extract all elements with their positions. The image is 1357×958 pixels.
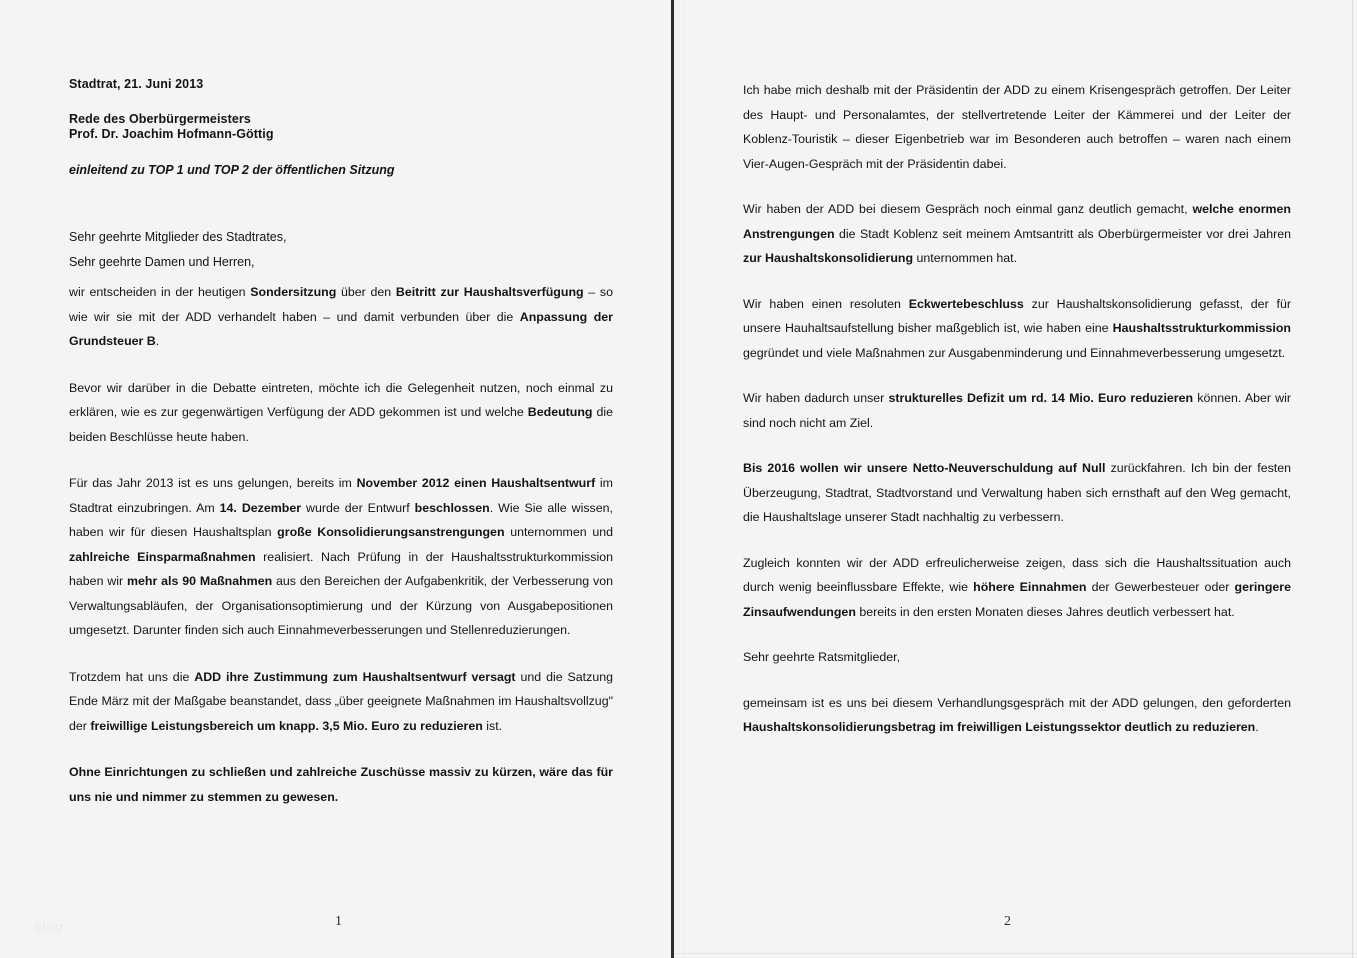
text-run: Für das Jahr 2013 ist es uns gelungen, bereits im (69, 476, 357, 490)
paragraph-revenue-effects (743, 551, 1291, 625)
header-subject-line: einleitend zu TOP 1 und TOP 2 der öffentlichen Sitzung (69, 162, 395, 177)
page-inner-edge (684, 0, 685, 958)
text-run-bold: strukturelles Defizit um rd. 14 Mio. Euro reduzieren (888, 391, 1194, 405)
text-run: gemeinsam ist es uns bei diesem Verhandlungsgespräch mit der ADD gelungen, den geforderten (743, 695, 1291, 710)
header-title-line-2: Prof. Dr. Joachim Hofmann-Göttig (69, 127, 274, 141)
text-run: zurückfahren. Ich bin der festen Überzeugung, Stadtrat, Stadtvorstand und Verwaltung haben sich ernsthaft auf den Weg gemacht, die Haushaltslage unserer Stadt nachhaltig zu verbessern. (743, 461, 1292, 524)
header-title-line-1: Rede des Oberbürgermeisters (69, 111, 251, 126)
paragraph-before-debate (69, 376, 613, 450)
text-run: Wir haben dadurch unser (743, 391, 889, 405)
paragraph-net-new-debt (743, 456, 1291, 530)
text-run: der Gewerbesteuer oder (1086, 580, 1235, 594)
text-run: . (155, 334, 160, 348)
text-run: wurde der Entwurf (301, 500, 415, 515)
salutation-block (69, 231, 613, 268)
text-run-bold: Anpassung der Grundsteuer B (69, 309, 613, 348)
paragraph-efforts-shown (743, 197, 1291, 271)
salutation-line-2: Sehr geehrte Damen und Herren, (69, 254, 255, 269)
text-run-bold: beschlossen (414, 500, 490, 515)
text-run: – so wie wir sie mit der ADD verhandelt haben – und damit verbunden über die (69, 285, 613, 324)
paragraph-closures-warning (69, 760, 613, 809)
paragraph-salutation-council: Sehr geehrte Ratsmitglieder, (743, 650, 901, 664)
text-run: unternommen und (504, 525, 613, 539)
text-run: . (1255, 720, 1259, 734)
page-2 (674, 0, 1357, 958)
text-run: Trotzdem hat uns die (69, 669, 195, 684)
text-run-bold: Bis 2016 wollen wir unsere Netto-Neuverschuldung auf Null (743, 461, 1106, 475)
page-number-1: 1 (335, 914, 342, 929)
page-number-2: 2 (1004, 914, 1011, 929)
text-run: zur Haushaltskonsolidierung gefasst, der für unsere Hauhaltsaufstellung bisher maßgeblich ist, wie haben eine (743, 296, 1292, 335)
paragraph-deficit-reduction (743, 386, 1291, 435)
text-run: unternommen hat. (913, 251, 1018, 265)
paragraph-eckwertebeschluss (743, 292, 1291, 366)
paragraph-add-refusal (69, 665, 613, 739)
text-run: die Stadt Koblenz seit meinem Amtsantritt als Oberbürgermeister vor drei Jahren (834, 226, 1291, 241)
page-1 (0, 0, 674, 958)
text-run-bold: Beitritt zur Haushaltsverfügung (395, 285, 584, 299)
text-run: gegründet und viele Maßnahmen zur Ausgabenminderung und Einnahmeverbesserung umgesetzt. (743, 345, 1286, 360)
text-run: die beiden Beschlüsse heute haben. (69, 405, 613, 444)
text-run: Wir haben der ADD bei diesem Gespräch noch einmal ganz deutlich gemacht, (743, 202, 1193, 216)
text-run-bold: geringere Zinsaufwendungen (743, 580, 1291, 619)
text-run-bold: ADD ihre Zustimmung zum Haushaltsentwurf versagt (194, 669, 516, 684)
paragraph-budget-2013 (69, 471, 613, 643)
text-run-bold: Bedeutung (527, 405, 593, 419)
text-run-bold: 14. Dezember (219, 500, 302, 515)
text-run-bold: zahlreiche Einsparmaßnahmen (69, 549, 256, 564)
text-run-bold: Sondersitzung (250, 285, 337, 299)
text-run-bold: große Konsolidierungsanstrengungen (277, 525, 505, 539)
text-run: bereits in den ersten Monaten dieses Jahres deutlich verbessert hat. (855, 604, 1235, 619)
text-run: Bevor wir darüber in die Debatte eintreten, möchte ich die Gelegenheit nutzen, noch einmal zu erklären, wie es zur gegenwärtigen Verfügung der ADD gekommen ist und welche (69, 380, 613, 419)
blog-watermark: blog (34, 919, 64, 934)
text-run: können. Aber wir sind noch nicht am Ziel. (743, 391, 1291, 430)
paragraph-joint-result (743, 691, 1291, 740)
text-run: im Stadtrat einzubringen. Am (69, 476, 613, 515)
paragraph-decision (69, 280, 613, 354)
salutation-line-1: Sehr geehrte Mitglieder des Stadtrates, (69, 230, 287, 244)
document-header (69, 78, 613, 176)
page-bottom-edge (674, 953, 1357, 954)
text-run-bold: Eckwertebeschluss (908, 296, 1024, 311)
text-run: aus den Bereichen der Aufgabenkritik, der Verbesserung von Verwaltungsabläufen, der Organisationsoptimierung und der Kürzung von Ausgabepositionen umgesetzt. Darunter finden sich auch Einnahmeverbesserungen und Stellenreduzierungen. (69, 574, 613, 637)
text-run: wir entscheiden in der heutigen (69, 285, 251, 299)
text-run-bold: Haushaltsstrukturkommission (1112, 321, 1291, 335)
text-run: . Wie Sie alle wissen, haben wir für diesen Haushaltsplan (69, 500, 613, 539)
text-run: und die Satzung Ende März mit der Maßgabe beanstandet, dass „über geeignete Maßnahmen im Haushaltsvollzug" der (69, 669, 613, 733)
paragraph-crisis-meeting: Ich habe mich deshalb mit der Präsidentin der ADD zu einem Krisengespräch getroffen. Der Leiter des Haupt- und Personalamtes, der stellvertretende Leiter der Kämmerei und der Leiter der Koblenz-Touristik – dieser Eigenbetrieb war im Besonderen auch betroffen – waren nach einem Vier-Augen-Gespräch mit der Präsidentin dabei. (743, 83, 1291, 171)
header-date-line: Stadtrat, 21. Juni 2013 (69, 77, 204, 91)
text-run-bold: November 2012 einen Haushaltsentwurf (356, 476, 596, 490)
text-run: Zugleich konnten wir der ADD erfreulicherweise zeigen, dass sich die Haushaltssituation auch durch wenig beeinflussbare Effekte, wie (743, 555, 1291, 594)
text-run: realisiert. Nach Prüfung in der Haushaltsstrukturkommission haben wir (69, 549, 613, 588)
text-run-bold: welche enormen Anstrengungen (743, 202, 1291, 241)
text-run-bold: Ohne Einrichtungen zu schließen und zahlreiche Zuschüsse massiv zu kürzen, wäre das für uns nie und nimmer zu stemmen zu gewesen. (69, 765, 613, 804)
text-run-bold: mehr als 90 Maßnahmen (127, 574, 273, 588)
text-run: ist. (482, 718, 503, 733)
text-run: über den (336, 285, 396, 299)
text-run: Wir haben einen resoluten (743, 296, 909, 311)
text-run-bold: Haushaltskonsolidierungsbetrag im freiwilligen Leistungssektor deutlich zu reduzieren (743, 720, 1256, 734)
text-run-bold: höhere Einnahmen (973, 580, 1087, 594)
text-run-bold: freiwillige Leistungsbereich um knapp. 3,5 Mio. Euro zu reduzieren (90, 718, 483, 733)
text-run-bold: zur Haushaltskonsolidierung (743, 251, 914, 265)
